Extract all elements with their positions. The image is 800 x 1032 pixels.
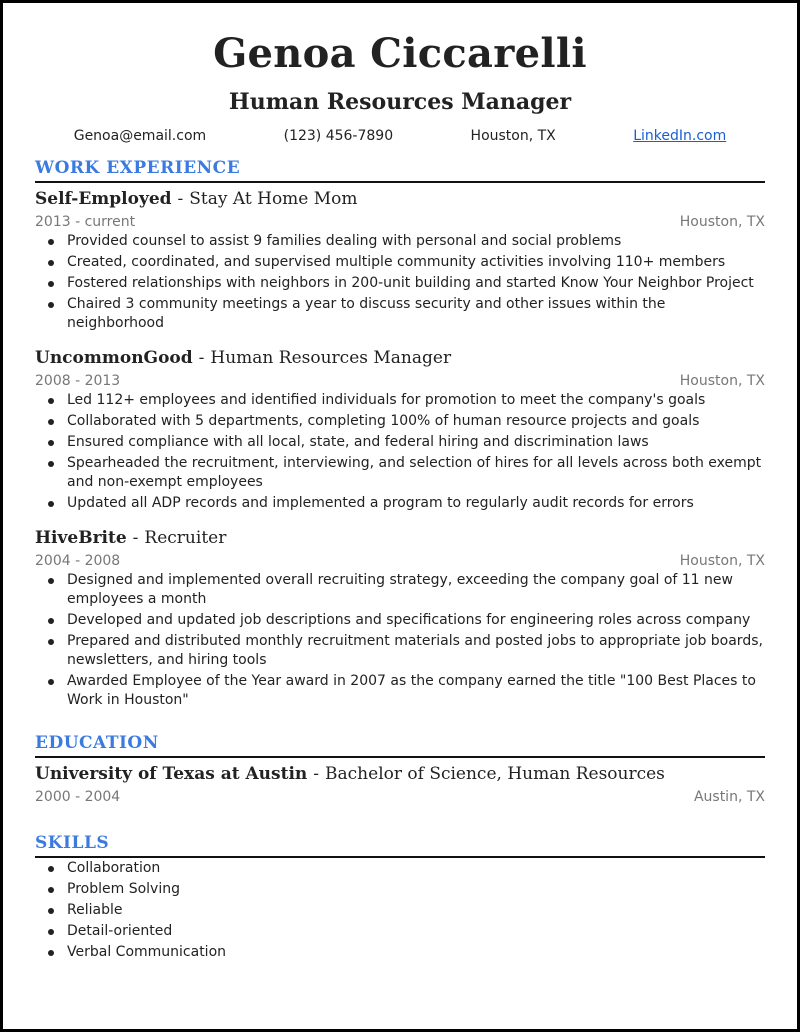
list-item: Provided counsel to assist 9 families dealing with personal and social problems [67, 232, 765, 251]
education-heading: EDUCATION [35, 732, 765, 758]
education-separator: - [313, 764, 320, 784]
job-company: UncommonGood [35, 348, 193, 368]
contact-phone: (123) 456-7890 [283, 128, 394, 144]
linkedin-link[interactable]: LinkedIn.com [633, 128, 727, 144]
contact-location: Houston, TX [470, 128, 556, 144]
job-role: Stay At Home Mom [189, 189, 358, 209]
job-header [35, 188, 765, 210]
skill-item: Collaboration [67, 859, 765, 878]
job-dates: 2008 - 2013 [35, 373, 121, 389]
list-item: Ensured compliance with all local, state, and federal hiring and discrimination laws [67, 433, 765, 452]
education-meta [35, 788, 765, 806]
list-item: Updated all ADP records and implemented a program to regularly audit records for errors [67, 494, 765, 513]
contact-bar [35, 126, 765, 146]
job-meta [35, 213, 765, 231]
list-item: Designed and implemented overall recruiting strategy, exceeding the company goal of 11 new employees a month [67, 571, 765, 609]
job-separator: - [177, 189, 184, 209]
skill-item: Reliable [67, 901, 765, 920]
skill-item: Problem Solving [67, 880, 765, 899]
work-experience-heading: WORK EXPERIENCE [35, 157, 765, 183]
skills-list [35, 859, 765, 962]
skill-item: Verbal Communication [67, 943, 765, 962]
school-name: University of Texas at Austin [35, 764, 308, 784]
list-item: Created, coordinated, and supervised multiple community activities involving 110+ members [67, 253, 765, 272]
job-location: Houston, TX [679, 553, 765, 569]
job-dates: 2013 - current [35, 214, 136, 230]
list-item: Chaired 3 community meetings a year to discuss security and other issues within the neighborhood [67, 295, 765, 333]
job-dates: 2004 - 2008 [35, 553, 121, 569]
education-dates: 2000 - 2004 [35, 789, 121, 805]
job-separator: - [132, 528, 139, 548]
list-item: Led 112+ employees and identified individuals for promotion to meet the company's goals [67, 391, 765, 410]
job-bullets [35, 391, 765, 513]
list-item: Fostered relationships with neighbors in 200-unit building and started Know Your Neighbor Project [67, 274, 765, 293]
candidate-title: Human Resources Manager [228, 89, 572, 115]
degree: Bachelor of Science, [325, 764, 502, 784]
job-separator: - [198, 348, 205, 368]
candidate-name: Genoa Ciccarelli [213, 30, 587, 77]
job-header [35, 527, 765, 549]
education-location: Austin, TX [693, 789, 765, 805]
job-meta [35, 372, 765, 390]
field-of-study: Human Resources [507, 764, 665, 784]
job-role: Recruiter [144, 528, 227, 548]
job-entry [35, 188, 765, 333]
education-entry [35, 763, 765, 806]
job-role: Human Resources Manager [210, 348, 452, 368]
education-header [35, 763, 765, 785]
job-entry [35, 527, 765, 710]
skills-heading: SKILLS [35, 832, 765, 858]
job-company: Self-Employed [35, 189, 172, 209]
job-entry [35, 347, 765, 513]
job-meta [35, 552, 765, 570]
job-location: Houston, TX [679, 214, 765, 230]
list-item: Prepared and distributed monthly recruitment materials and posted jobs to appropriate job boards, newsletters, and hiring tools [67, 632, 765, 670]
skill-item: Detail-oriented [67, 922, 765, 941]
job-company: HiveBrite [35, 528, 127, 548]
job-bullets [35, 232, 765, 333]
list-item: Awarded Employee of the Year award in 2007 as the company earned the title "100 Best Places to Work in Houston" [67, 672, 765, 710]
job-header [35, 347, 765, 369]
job-location: Houston, TX [679, 373, 765, 389]
list-item: Collaborated with 5 departments, completing 100% of human resource projects and goals [67, 412, 765, 431]
list-item: Developed and updated job descriptions and specifications for engineering roles across company [67, 611, 765, 630]
contact-email: Genoa@email.com [73, 128, 207, 144]
job-bullets [35, 571, 765, 710]
list-item: Spearheaded the recruitment, interviewing, and selection of hires for all levels across both exempt and non-exempt employees [67, 454, 765, 492]
